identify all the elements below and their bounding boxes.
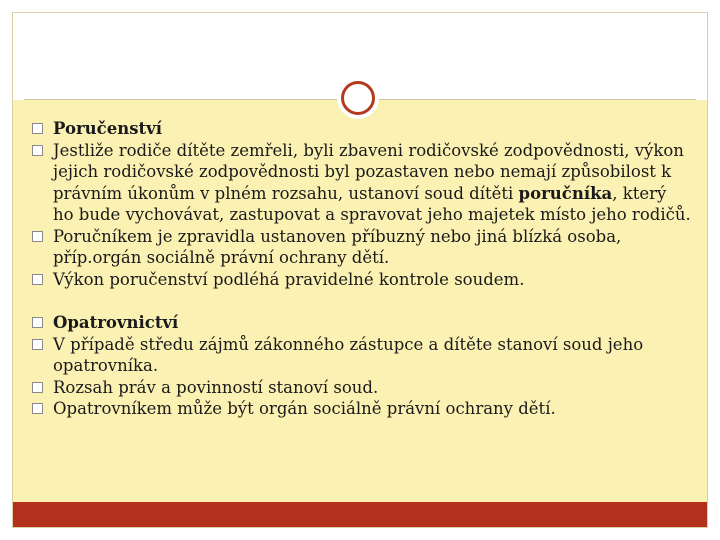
- square-bullet-icon: [32, 339, 43, 350]
- bullet-text: Rozsah práv a povinností stanoví soud.: [53, 377, 379, 397]
- bullet-text: Poručníkem je zpravidla ustanoven příbuzný nebo jiná blízká osoba, příp.orgán sociálně právní ochrany dětí.: [53, 226, 622, 267]
- bullet-item: [32, 377, 692, 399]
- bullet-heading-opatrovnictvi: [32, 312, 692, 334]
- square-bullet-icon: [32, 123, 43, 134]
- bullet-text: Výkon poručenství podléhá pravidelné kontrole soudem.: [53, 269, 525, 289]
- circle-ornament-icon: [341, 81, 375, 115]
- square-bullet-icon: [32, 382, 43, 393]
- bullet-item: [32, 398, 692, 420]
- bullet-text: Opatrovníkem může být orgán sociálně právní ochrany dětí.: [53, 399, 556, 418]
- heading-text: Poručenství: [53, 119, 162, 138]
- bullet-heading-poruchenstvi: [32, 118, 692, 140]
- square-bullet-icon: [32, 145, 43, 156]
- bullet-item: [32, 334, 692, 377]
- square-bullet-icon: [32, 274, 43, 285]
- slide-body: [32, 118, 692, 420]
- bottom-accent-bar: [13, 502, 707, 527]
- square-bullet-icon: [32, 231, 43, 242]
- square-bullet-icon: [32, 317, 43, 328]
- bullet-text: , který ho bude vychovávat, zastupovat a spravovat jeho majetek místo jeho rodičů.: [53, 183, 691, 224]
- bullet-item: [32, 226, 692, 269]
- bullet-text: V případě středu zájmů zákonného zástupce a dítěte stanoví soud jeho opatrovníka.: [53, 334, 644, 375]
- bullet-item: [32, 140, 692, 226]
- bullet-text: Jestliže rodiče dítěte zemřeli, byli zbaveni rodičovské zodpovědnosti, výkon jejich rodičovské zodpovědnosti byl pozastaven nebo nemají způsobilost k právním úkonům v plném rozsahu, ustanoví soud dítěti: [53, 140, 684, 203]
- bullet-item: [32, 269, 692, 291]
- bold-term: poručníka: [518, 183, 613, 203]
- square-bullet-icon: [32, 403, 43, 414]
- heading-text: Opatrovnictví: [53, 313, 179, 332]
